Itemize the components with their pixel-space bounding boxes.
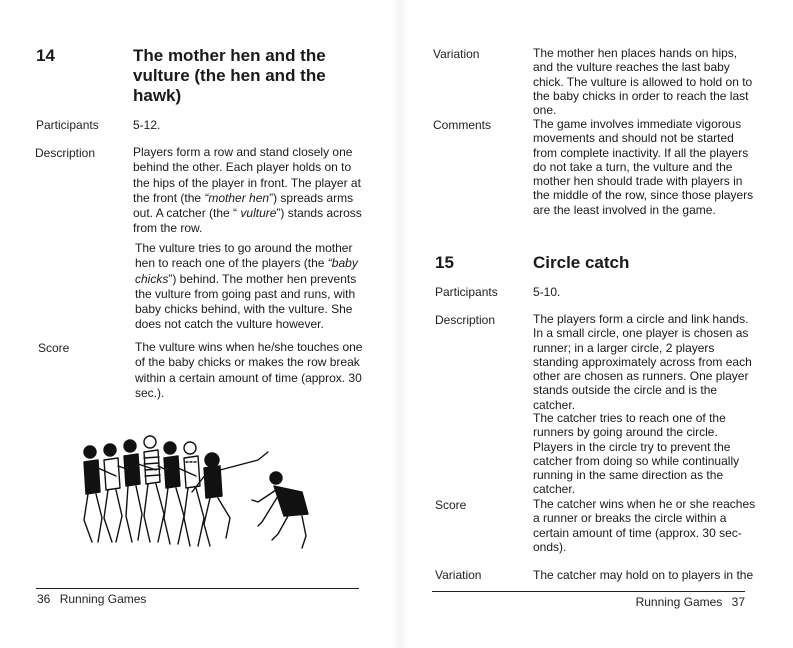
page-footer <box>37 592 146 606</box>
description-paragraph-1 <box>133 145 363 237</box>
children-playing-illustration <box>80 430 320 560</box>
page-footer <box>636 595 745 609</box>
section-title: Running Games <box>635 595 723 609</box>
emphasis-vulture: vulture <box>240 206 277 221</box>
footer-rule <box>36 588 359 589</box>
score-value: The catcher wins when he or she reaches a runner or breaks the circle within a certain amount of time (approx. 30 sec-onds). <box>533 497 756 554</box>
emphasis-baby-chicks: “baby chicks <box>135 256 358 286</box>
description-paragraph-2 <box>135 241 365 333</box>
variation-label: Variation <box>433 47 480 61</box>
participants-value: 5-10. <box>533 285 561 299</box>
participants-label: Participants <box>36 118 99 132</box>
description-text: ”) stands across from the row. <box>133 206 362 236</box>
description-label: Description <box>435 313 496 327</box>
description-text: ”) spreads arms out. A catcher (the “ <box>133 190 354 221</box>
page-number: 37 <box>731 595 745 609</box>
game-title: The mother hen and the vulture (the hen and the hawk) <box>133 46 326 105</box>
description-text: Players form a row and stand closely one behind the other. Each player holds on to the hips of the player in front. The player at the front (the <box>133 145 361 205</box>
footer-rule <box>432 591 745 592</box>
game-title: Circle catch <box>533 253 630 272</box>
right-page <box>400 0 793 648</box>
variation-value: The mother hen places hands on hips, and the vulture reaches the last baby chick. The vulture is allowed to hold on to the baby chicks in order to reach the last one. <box>533 46 753 118</box>
description-paragraph-2: The catcher tries to reach one of the runners by going around the circle. Players in the circle try to prevent the catcher from doing so while continually running in the same direction as the catcher. <box>533 411 740 497</box>
game-illustration <box>80 430 320 560</box>
score-label: Score <box>435 498 467 512</box>
description-text: The vulture tries to go around the mother hen to reach one of the players (the <box>135 241 353 271</box>
description-label: Description <box>35 146 96 160</box>
game-number: 14 <box>36 46 55 65</box>
participants-label: Participants <box>435 285 498 299</box>
description-text: ”) behind. The mother hen prevents the vulture from going past and runs, with baby chicks behind, with the vulture. She does not catch the vulture however. <box>135 271 357 332</box>
section-title: Running Games <box>59 592 147 606</box>
comments-value: The game involves immediate vigorous movements and should not be started from complete inactivity. If all the players do not take a turn, the vulture and the mother hen should trade with players in the middle of the row, since those players are the least involved in the game. <box>533 117 754 217</box>
variation-value: The catcher may hold on to players in the <box>533 568 754 582</box>
score-label: Score <box>38 341 70 355</box>
comments-label: Comments <box>433 118 492 132</box>
variation-label: Variation <box>435 568 482 582</box>
description-paragraph-1: The players form a circle and link hands. In a small circle, one player is chosen as runner; in a larger circle, 2 players standing approximately across from each other are chosen as runners. One player stands outside the circle and is the catcher. <box>533 312 752 412</box>
game-number: 15 <box>435 253 454 272</box>
participants-value: 5-12. <box>133 118 161 132</box>
page-number: 36 <box>37 592 51 606</box>
score-value: The vulture wins when he/she touches one of the baby chicks or makes the row break within a certain amount of time (approx. 30 sec.). <box>135 340 363 400</box>
emphasis-mother-hen: “mother hen <box>204 190 270 205</box>
